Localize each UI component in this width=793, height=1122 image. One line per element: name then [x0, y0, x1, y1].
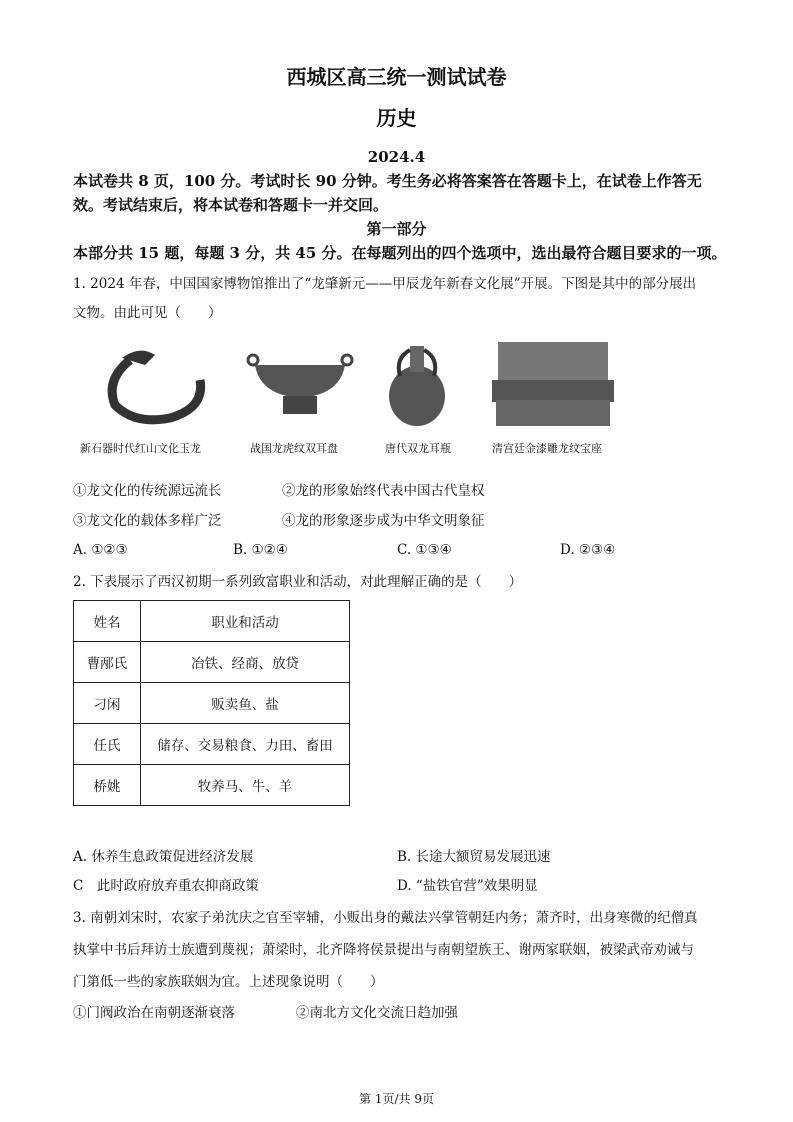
table-header-row: [74, 601, 350, 642]
q3-stem: 执掌中书后拜访士族遭到蔑视；萧梁时，北齐降将侯景提出与南朝望族王、谢两家联姻，被梁武帝劝诫与: [73, 942, 694, 958]
q2-option-a: A. 休养生息政策促进经济发展: [73, 849, 254, 865]
part-title: 第一部分: [366, 220, 427, 238]
table-row: [74, 765, 350, 806]
image-caption: 清宫廷金漆雕龙纹宝座: [492, 442, 602, 455]
table-cell: 冶铁、经商、放贷: [141, 642, 350, 683]
q1-option-c: C. ①③④: [397, 542, 452, 558]
part-desc: 本部分共 15 题，每题 3 分，共 45 分。在每题列出的四个选项中，选出最符合题目要求的一项。: [73, 244, 727, 262]
table-cell: 任氏: [74, 724, 141, 765]
header-cell: 姓名: [74, 601, 141, 642]
q1-statement: ①龙文化的传统源远流长: [73, 483, 222, 499]
q1-statement: ②龙的形象始终代表中国古代皇权: [282, 483, 485, 499]
bronze-plate-image: [245, 350, 355, 420]
q1-option-a: A. ①②③: [73, 542, 128, 558]
throne-image: [490, 340, 615, 428]
page-footer: 第 1页/共 9页: [359, 1092, 434, 1106]
table-cell: 桥姚: [74, 765, 141, 806]
q3-stem: 门第低一些的家族联姻为宜。上述现象说明（ ）: [73, 974, 384, 990]
table-cell: 储存、交易粮食、力田、畜田: [141, 724, 350, 765]
q1-statement: ④龙的形象逐步成为中华文明象征: [282, 513, 485, 529]
table-cell: 贩卖鱼、盐: [141, 683, 350, 724]
q3-stem: 3. 南朝刘宋时，农家子弟沈庆之官至宰辅，小贩出身的戴法兴掌管朝廷内务；萧齐时，出身寒微的纪僧真: [73, 910, 698, 926]
page-title: 西城区高三统一测试试卷: [286, 65, 507, 89]
q2-stem: 2. 下表展示了西汉初期一系列致富职业和活动，对此理解正确的是（ ）: [73, 574, 523, 590]
instruction-line: 效。考试结束后，将本试卷和答题卡一并交回。: [73, 196, 389, 214]
q2-option-c: C 此时政府放弃重农抑商政策: [73, 878, 259, 894]
q2-option-d: D. “盐铁官营”效果明显: [397, 878, 538, 894]
table-row: [74, 724, 350, 765]
table-cell: 刁闲: [74, 683, 141, 724]
jade-dragon-image: [100, 340, 215, 425]
q1-stem: 1. 2024 年春，中国国家博物馆推出了“龙肇新元——甲辰龙年新春文化展”开展。下图是其中的部分展出: [73, 276, 697, 292]
table-cell: 牧养马、牛、羊: [141, 765, 350, 806]
exam-date: 2024.4: [367, 148, 426, 166]
table-row: [74, 642, 350, 683]
table-cell: 曹邴氏: [74, 642, 141, 683]
instruction-line: 本试卷共 8 页，100 分。考试时长 90 分钟。考生务必将答案答在答题卡上，在试卷上作答无: [73, 172, 702, 190]
q1-option-d: D. ②③④: [560, 542, 616, 558]
q1-option-b: B. ①②④: [233, 542, 288, 558]
image-caption: 战国龙虎纹双耳盘: [250, 442, 338, 455]
q1-statement: ③龙文化的载体多样广泛: [73, 513, 222, 529]
q1-stem: 文物。由此可见（ ）: [73, 305, 222, 321]
q3-statement: ②南北方文化交流日趋加强: [296, 1005, 458, 1021]
dragon-vase-image: [385, 338, 450, 430]
subject: 历史: [376, 106, 417, 130]
image-caption: 新石器时代红山文化玉龙: [80, 442, 201, 455]
q2-table: [73, 600, 350, 806]
table-row: [74, 683, 350, 724]
image-caption: 唐代双龙耳瓶: [385, 442, 451, 455]
q3-statement: ①门阀政治在南朝逐渐衰落: [73, 1005, 235, 1021]
q2-option-b: B. 长途大额贸易发展迅速: [397, 849, 551, 865]
header-cell: 职业和活动: [141, 601, 350, 642]
